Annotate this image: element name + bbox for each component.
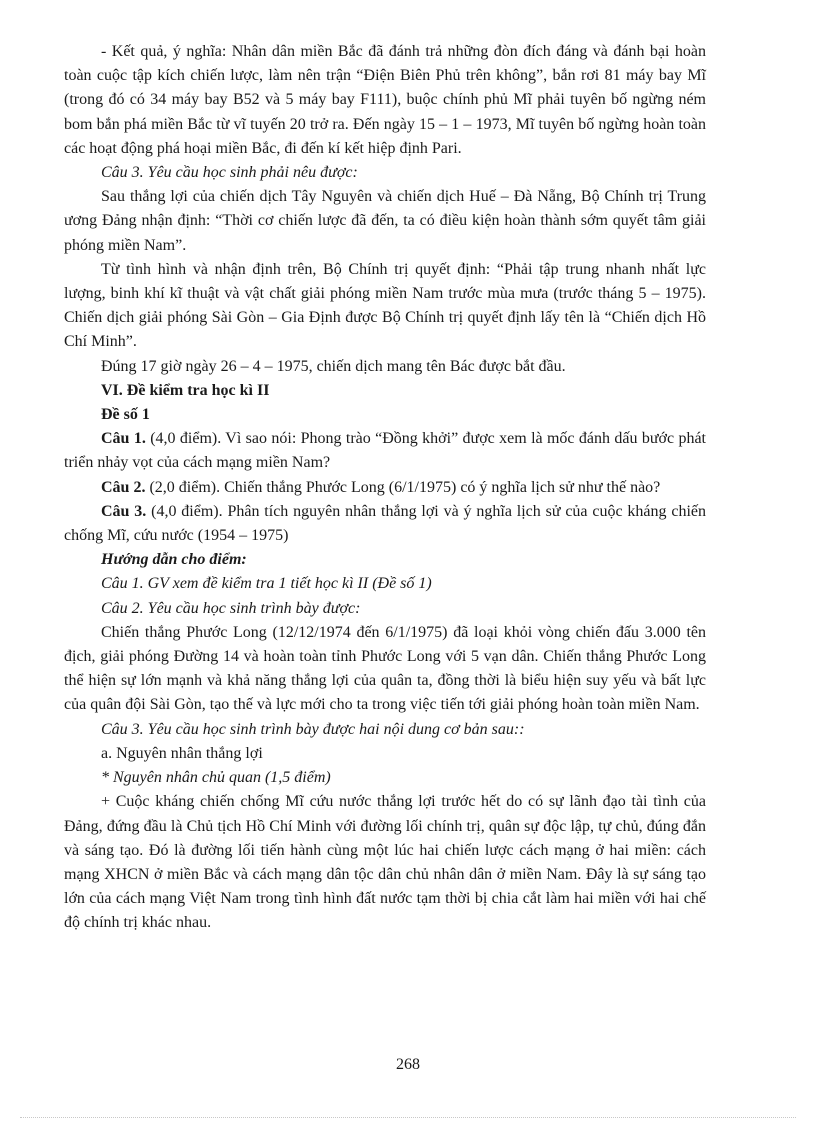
sub-heading: * Nguyên nhân chủ quan (1,5 điểm) — [101, 769, 331, 787]
paragraph: Sau thắng lợi của chiến dịch Tây Nguyên và chiến dịch Huế – Đà Nẵng, Bộ Chính trị Trung ương Đảng nhận định: “Thời cơ chiến lược đã đến, ta có điều kiện hoàn thành sớm quyết tâm giải phóng miền Nam”. — [64, 188, 706, 254]
question-label: Câu 1. — [101, 430, 146, 448]
answer-heading: Câu 1. GV xem đề kiểm tra 1 tiết học kì II (Đề số 1) — [101, 575, 432, 593]
paragraph: Đúng 17 giờ ngày 26 – 4 – 1975, chiến dịch mang tên Bác được bắt đầu. — [101, 357, 566, 375]
question-label: Câu 2. — [101, 478, 146, 496]
answer-heading: Câu 2. Yêu cầu học sinh trình bày được: — [101, 599, 361, 617]
paragraph: - Kết quả, ý nghĩa: Nhân dân miền Bắc đã đánh trả những đòn đích đáng và đánh bại hoàn toàn cuộc tập kích chiến lược, làm nên trận “Điện Biên Phủ trên không”, bắn rơi 81 máy bay Mĩ (trong đó có 34 máy bay B52 và 5 máy bay F111), buộc chính phủ Mĩ phải tuyên bố ngừng ném bom bắn phá miền Bắc từ vĩ tuyến 20 trở ra. Đến ngày 15 – 1 – 1973, Mĩ tuyên bố ngừng hoàn toàn các hoạt động phá hoại miền Bắc, đi đến kí kết hiệp định Pari. — [64, 43, 706, 157]
question-text: (4,0 điểm). Vì sao nói: Phong trào “Đồng khởi” được xem là mốc đánh dấu bước phát triển nhảy vọt của cách mạng miền Nam? — [64, 430, 707, 472]
paragraph: + Cuộc kháng chiến chống Mĩ cứu nước thắng lợi trước hết do có sự lãnh đạo tài tình của Đảng, đứng đầu là Chủ tịch Hồ Chí Minh với đường lối chính trị, quân sự độc lập, tự chủ, đúng đắn và sáng tạo. Đó là đường lối tiến hành cùng một lúc hai chiến lược cách mạng ở hai miền: cách mạng XHCN ở miền Bắc và cách mạng dân tộc dân chủ nhân dân ở miền Nam. Đây là sự sáng tạo lớn của cách mạng Việt Nam trong tình hình đất nước tạm thời bị chia cắt làm hai miền với hai chế độ chính trị khác nhau. — [64, 793, 706, 932]
paragraph: a. Nguyên nhân thắng lợi — [101, 744, 263, 762]
page-border — [20, 1117, 796, 1118]
question-text: (2,0 điểm). Chiến thắng Phước Long (6/1/1975) có ý nghĩa lịch sử như thế nào? — [145, 478, 661, 496]
document-body — [64, 40, 706, 936]
answer-heading: Câu 3. Yêu cầu học sinh trình bày được hai nội dung cơ bản sau:: — [101, 720, 525, 738]
question — [64, 476, 706, 500]
grading-heading: Hướng dẫn cho điểm: — [101, 551, 247, 569]
section-heading: Câu 3. Yêu cầu học sinh phải nêu được: — [101, 164, 358, 182]
section-heading: VI. Đề kiểm tra học kì II — [101, 381, 270, 399]
question-label: Câu 3. — [101, 502, 147, 520]
question — [64, 427, 706, 475]
exam-title: Đề số 1 — [101, 406, 150, 424]
paragraph: Từ tình hình và nhận định trên, Bộ Chính trị quyết định: “Phải tập trung nhanh nhất lực lượng, binh khí kĩ thuật và vật chất giải phóng miền Nam trước mùa mưa (trước tháng 5 – 1975). Chiến dịch giải phóng Sài Gòn – Gia Định được Bộ Chính trị quyết định lấy tên là “Chiến dịch Hồ Chí Minh”. — [64, 260, 706, 351]
question — [64, 500, 706, 548]
page-number: 268 — [396, 1056, 420, 1073]
question-text: (4,0 điểm). Phân tích nguyên nhân thắng lợi và ý nghĩa lịch sử của cuộc kháng chiến chống Mĩ, cứu nước (1954 – 1975) — [64, 502, 707, 545]
paragraph: Chiến thắng Phước Long (12/12/1974 đến 6/1/1975) đã loại khỏi vòng chiến đấu 3.000 tên địch, giải phóng Đường 14 và hoàn toàn tỉnh Phước Long với 5 vạn dân. Chiến thắng Phước Long thể hiện sự lớn mạnh và khả năng thắng lợi của quân ta, đồng thời là biểu hiện suy yếu và bất lực của quân đội Sài Gòn, tạo thế và lực mới cho ta trong việc tiến tới giải phóng hoàn toàn miền Nam. — [64, 623, 706, 714]
